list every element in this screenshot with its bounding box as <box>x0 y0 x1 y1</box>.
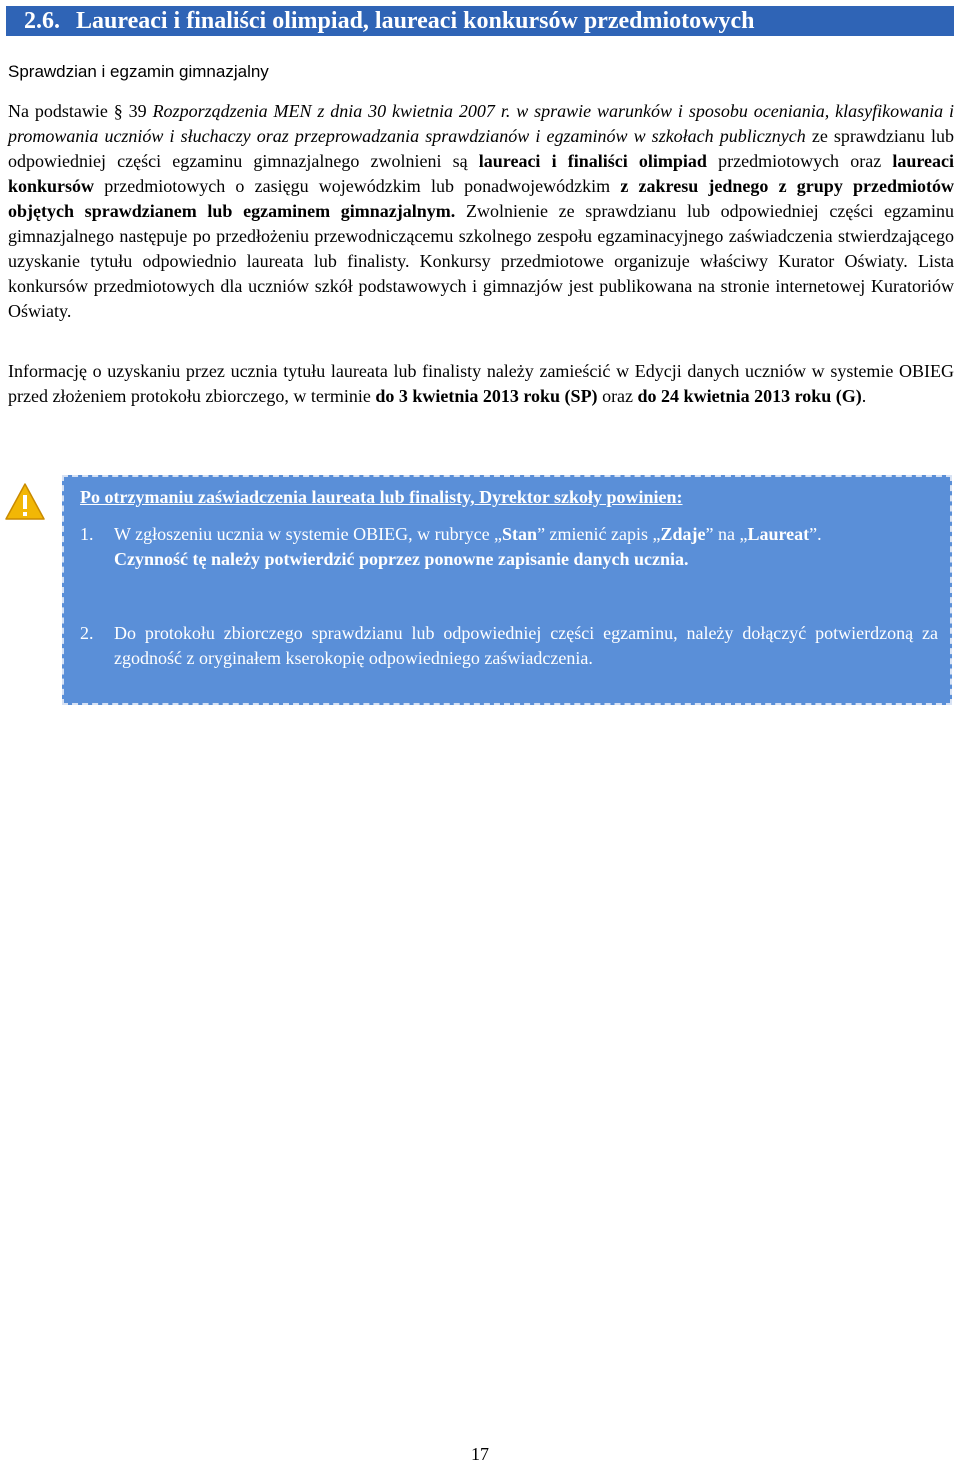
item1-text: W zgłoszeniu ucznia w systemie OBIEG, w rubryce „ <box>114 524 503 544</box>
item1-text: ”. <box>809 524 822 544</box>
para1-bold: laureaci i finaliści olimpiad <box>478 151 707 171</box>
paragraph-2 <box>8 359 954 409</box>
section-title: Laureaci i finaliści olimpiad, laureaci konkursów przedmiotowych <box>76 8 755 34</box>
subheading: Sprawdzian i egzamin gimnazjalny <box>8 62 269 81</box>
para1-text: Zwolnienie ze sprawdzianu lub odpowiedniej części egzaminu gimnazjalnego następuje po przedłożeniu przewodniczącemu szkolnego zespołu egzaminacyjnego zaświadczenia stwierdzającego uzyskanie tytułu odpowiednio laureata lub finalisty. Konkursy przedmiotowe organizuje właściwy Kurator Oświaty. Lista konkursów przedmiotowych dla uczniów szkół podstawowych i gimnazjów jest publikowana na stronie internetowej Kuratoriów Oświaty. <box>8 201 954 321</box>
deadline-sp: do 3 kwietnia 2013 roku (SP) <box>375 386 598 406</box>
warning-icon <box>4 482 46 522</box>
section-heading <box>6 6 954 36</box>
list-item-text <box>114 522 938 572</box>
para2-text: oraz <box>597 386 638 406</box>
para1-text: przedmiotowych oraz <box>706 151 893 171</box>
deadline-g: do 24 kwietnia 2013 roku (G) <box>637 386 862 406</box>
section-number: 2.6. <box>24 8 60 34</box>
confirm-instruction: Czynność tę należy potwierdzić poprzez ponowne zapisanie danych ucznia. <box>114 549 689 569</box>
list-item <box>80 621 938 671</box>
para1-bold: z zakresu jednego z grupy przedmiotów objętych sprawdzianem lub egzaminem gimnazjalnym. <box>8 176 954 221</box>
list-item-number: 1. <box>80 524 94 544</box>
value-zdaje: Zdaje <box>660 524 706 544</box>
item1-text: ” na „ <box>705 524 748 544</box>
instruction-box-title: Po otrzymaniu zaświadczenia laureata lub finalisty, Dyrektor szkoły powinien: <box>80 487 683 507</box>
para1-bold: laureaci konkursów <box>8 151 954 196</box>
regulation-reference: Rozporządzenia MEN z dnia 30 kwietnia 2007 r. w sprawie warunków i sposobu oceniania, klasyfikowania i promowania uczniów i słuchaczy oraz przeprowadzania sprawdzianów i egzaminów w szkołach publicznych <box>8 101 954 146</box>
list-item-number: 2. <box>80 623 94 643</box>
para1-text: ze sprawdzianu lub odpowiedniej części egzaminu gimnazjalnego zwolnieni są <box>8 126 954 171</box>
item1-text: ” zmienić zapis „ <box>537 524 661 544</box>
para1-text: Na podstawie § 39 <box>8 101 153 121</box>
para2-text: Informację o uzyskaniu przez ucznia tytułu laureata lub finalisty należy zamieścić w Edycji danych uczniów w systemie OBIEG przed złożeniem protokołu zbiorczego, w terminie <box>8 361 954 406</box>
page-number: 17 <box>471 1444 489 1464</box>
field-stan: Stan <box>502 524 538 544</box>
para1-text: przedmiotowych o zasięgu wojewódzkim lub ponadwojewódzkim <box>94 176 621 196</box>
instruction-box <box>62 475 952 705</box>
list-item <box>80 522 938 572</box>
value-laureat: Laureat <box>747 524 810 544</box>
paragraph-1 <box>8 99 954 324</box>
para2-text: . <box>861 386 867 406</box>
list-item-text: Do protokołu zbiorczego sprawdzianu lub odpowiedniej części egzaminu, należy dołączyć potwierdzoną za zgodność z oryginałem kserokopię odpowiedniego zaświadczenia. <box>114 623 938 668</box>
